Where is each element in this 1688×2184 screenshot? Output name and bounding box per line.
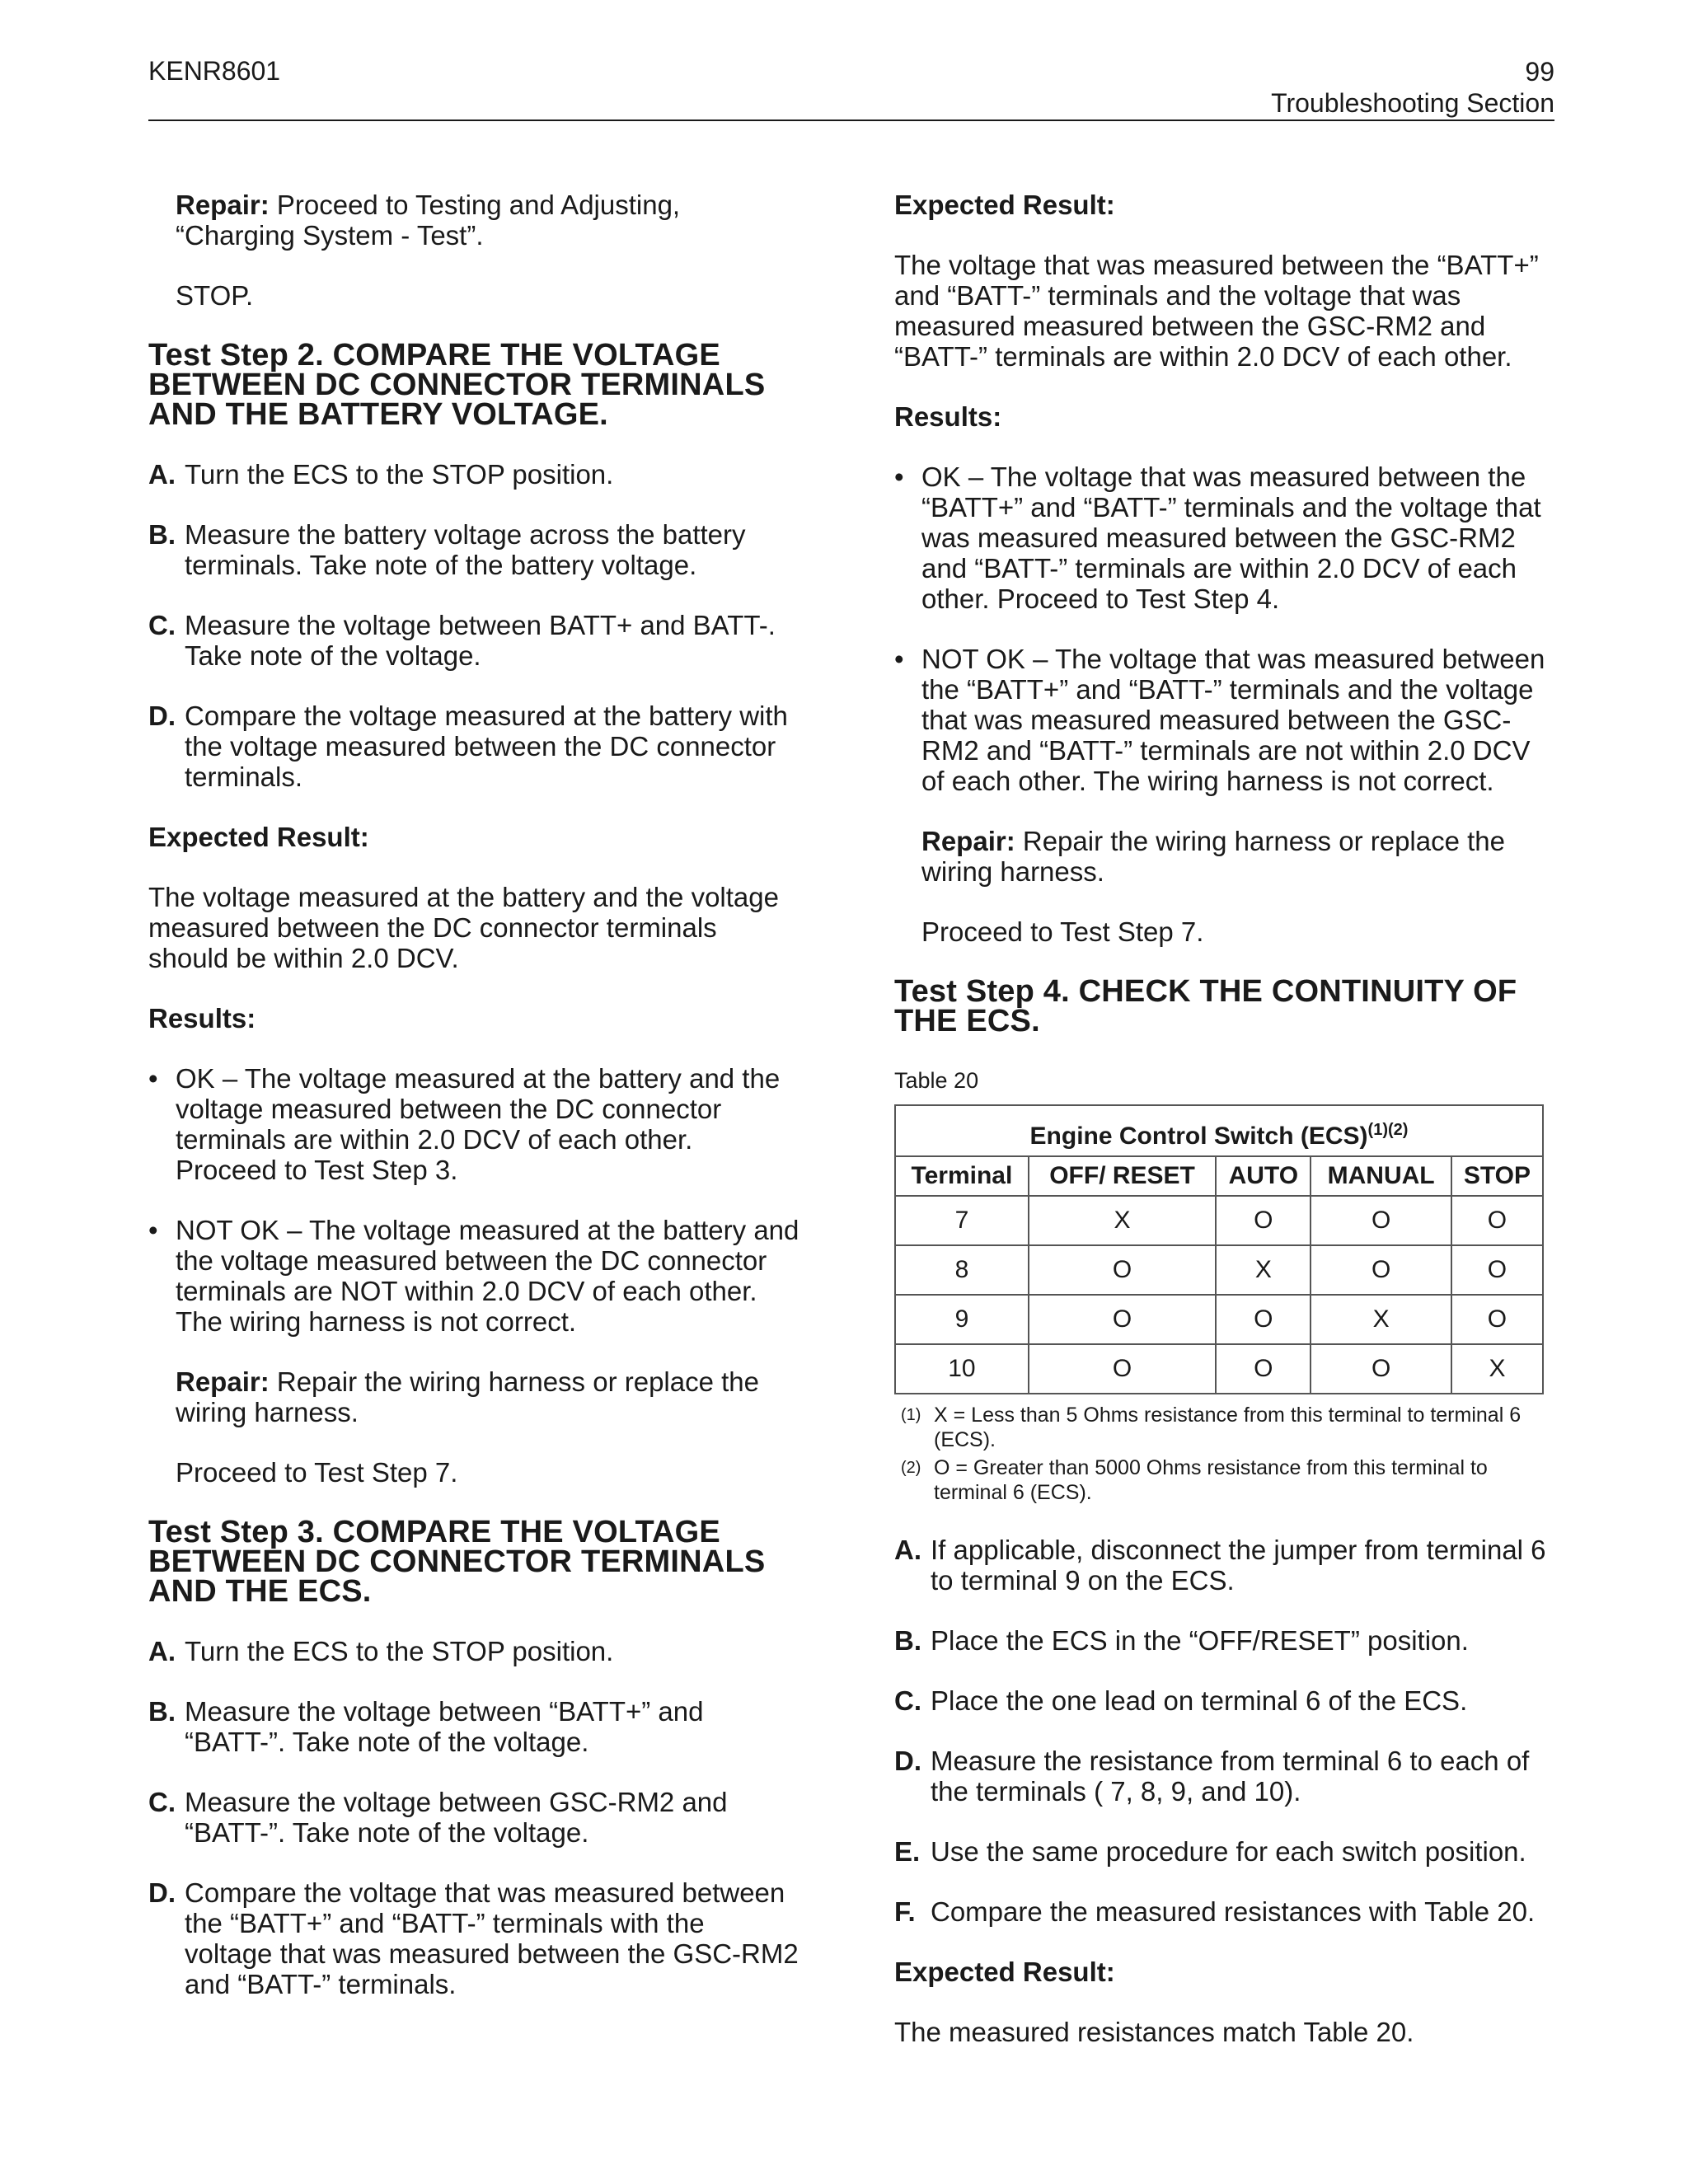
step2-result-not-ok xyxy=(148,1215,799,1337)
step2-item-a xyxy=(148,459,799,490)
step4-expected-label: Expected Result: xyxy=(894,1957,1115,1987)
step-text: Use the same procedure for each switch position. xyxy=(931,1836,1526,1867)
page-number: 99 xyxy=(1525,57,1554,87)
table-caption: Table 20 xyxy=(894,1068,979,1093)
section-title: Troubleshooting Section xyxy=(1271,88,1554,118)
table-cell: 8 xyxy=(895,1245,1029,1295)
step-text: Place the ECS in the “OFF/RESET” position. xyxy=(931,1625,1469,1656)
result-text: NOT OK – The voltage that was measured between the “BATT+” and “BATT-” terminals and the voltage that was measured measured between the GSC-RM2 and “BATT-” terminals are not within 2.0 DCV of each other. The wiring harness is not correct. xyxy=(921,644,1545,796)
footnote-2 xyxy=(894,1455,1554,1505)
bullet-dot: • xyxy=(894,644,904,674)
step2-item-d xyxy=(148,701,799,792)
step-text: Compare the voltage measured at the battery with the voltage measured between the DC connector terminals. xyxy=(185,701,788,792)
right-column xyxy=(894,190,1554,2077)
step-text: Measure the voltage between BATT+ and BATT-. Take note of the voltage. xyxy=(185,610,776,671)
step4-item-d xyxy=(894,1746,1554,1807)
repair-paragraph xyxy=(148,190,799,251)
step2-results-label: Results: xyxy=(148,1003,256,1033)
table-footnotes xyxy=(894,1403,1554,1505)
step4-item-a xyxy=(894,1535,1554,1596)
step3-item-c xyxy=(148,1787,799,1848)
table-cell: 10 xyxy=(895,1344,1029,1394)
step-letter: D. xyxy=(894,1746,921,1776)
step2-result-ok xyxy=(148,1063,799,1185)
step4-item-f xyxy=(894,1896,1554,1927)
step-text: If applicable, disconnect the jumper from terminal 6 to terminal 9 on the ECS. xyxy=(931,1535,1546,1596)
table-cell: O xyxy=(1451,1245,1543,1295)
step-letter: D. xyxy=(148,1877,176,1908)
table-column-header: MANUAL xyxy=(1311,1156,1451,1196)
repair-text: Proceed to Testing and Adjusting, “Charging System - Test”. xyxy=(176,190,681,251)
step2-expected-text: The voltage measured at the battery and the voltage measured between the DC connector terminals should be within 2.0 DCV. xyxy=(148,882,779,973)
bullet-dot: • xyxy=(894,462,904,492)
table-cell: O xyxy=(1451,1196,1543,1245)
step-letter: C. xyxy=(148,1787,176,1817)
step2-proceed: Proceed to Test Step 7. xyxy=(176,1457,458,1488)
bullet-dot: • xyxy=(148,1063,158,1094)
footnote-text: O = Greater than 5000 Ohms resistance from this terminal to terminal 6 (ECS). xyxy=(934,1456,1488,1504)
step2-item-c xyxy=(148,610,799,671)
table-cell: O xyxy=(1311,1196,1451,1245)
step3-result-ok xyxy=(894,462,1554,614)
table-title-row xyxy=(895,1105,1543,1156)
step3-expected-text: The voltage that was measured between the “BATT+” and “BATT-” terminals and the voltage that was measured measured between the GSC-RM2 and “BATT-” terminals are within 2.0 DCV of each other. xyxy=(894,250,1539,372)
step-letter: B. xyxy=(148,1696,176,1727)
table-row xyxy=(895,1245,1543,1295)
step3-item-d xyxy=(148,1877,799,1999)
step4-item-c xyxy=(894,1685,1554,1716)
page-header-right xyxy=(1271,56,1554,119)
bullet-dot: • xyxy=(148,1215,158,1245)
footnote-mark: (1) xyxy=(901,1406,921,1424)
step-letter: C. xyxy=(148,610,176,640)
step-text: Turn the ECS to the STOP position. xyxy=(185,1636,614,1666)
stop-text: STOP. xyxy=(176,280,254,311)
step-letter: B. xyxy=(148,519,176,550)
table-cell: O xyxy=(1029,1295,1216,1344)
step3-repair-paragraph xyxy=(894,826,1554,887)
repair-text: Repair the wiring harness or replace the wiring harness. xyxy=(176,1366,760,1427)
step-letter: E. xyxy=(894,1836,921,1867)
repair-label: Repair: xyxy=(176,190,270,220)
step2-expected-label: Expected Result: xyxy=(148,822,369,852)
step-text: Measure the voltage between GSC-RM2 and “BATT-”. Take note of the voltage. xyxy=(185,1787,728,1848)
step-letter: C. xyxy=(894,1685,921,1716)
table-title-cell xyxy=(895,1105,1543,1156)
step-text: Place the one lead on terminal 6 of the ECS. xyxy=(931,1685,1468,1716)
table-cell: 9 xyxy=(895,1295,1029,1344)
table-cell: O xyxy=(1029,1344,1216,1394)
table-title-footnote-marks: (1)(2) xyxy=(1367,1121,1409,1139)
ecs-table xyxy=(894,1104,1544,1394)
table-cell: O xyxy=(1216,1196,1311,1245)
table-cell: X xyxy=(1311,1295,1451,1344)
table-body xyxy=(895,1196,1543,1394)
result-text: OK – The voltage that was measured between the “BATT+” and “BATT-” terminals and the voltage that was measured measured between the GSC-RM2 and “BATT-” terminals are within 2.0 DCV of each other. Proceed to Test Step 4. xyxy=(921,462,1541,614)
header-rule xyxy=(148,120,1554,121)
step-letter: B. xyxy=(894,1625,921,1656)
step3-proceed: Proceed to Test Step 7. xyxy=(921,916,1204,947)
step4-heading: Test Step 4. CHECK THE CONTINUITY OF THE ECS. xyxy=(894,974,1517,1038)
footnote-text: X = Less than 5 Ohms resistance from this terminal to terminal 6 (ECS). xyxy=(934,1404,1522,1451)
table-column-header: STOP xyxy=(1451,1156,1543,1196)
document-id: KENR8601 xyxy=(148,56,281,86)
table-cell: 7 xyxy=(895,1196,1029,1245)
table-cell: O xyxy=(1029,1245,1216,1295)
table-cell: O xyxy=(1216,1295,1311,1344)
table-cell: O xyxy=(1311,1344,1451,1394)
table-cell: X xyxy=(1451,1344,1543,1394)
repair-text: Repair the wiring harness or replace the wiring harness. xyxy=(921,826,1506,887)
table-row xyxy=(895,1295,1543,1344)
table-column-header: AUTO xyxy=(1216,1156,1311,1196)
table-cell: O xyxy=(1311,1245,1451,1295)
step-text: Compare the measured resistances with Table 20. xyxy=(931,1896,1536,1927)
table-cell: X xyxy=(1216,1245,1311,1295)
footnote-1 xyxy=(894,1403,1554,1452)
step-text: Measure the battery voltage across the battery terminals. Take note of the battery voltage. xyxy=(185,519,746,580)
step-letter: F. xyxy=(894,1896,916,1927)
repair-label: Repair: xyxy=(921,826,1015,856)
step-text: Measure the voltage between “BATT+” and “BATT-”. Take note of the voltage. xyxy=(185,1696,704,1757)
table-title: Engine Control Switch (ECS) xyxy=(1029,1122,1368,1150)
step2-item-b xyxy=(148,519,799,580)
step3-expected-label: Expected Result: xyxy=(894,190,1115,220)
step4-expected-text: The measured resistances match Table 20. xyxy=(894,2017,1414,2047)
table-row xyxy=(895,1344,1543,1394)
step-letter: D. xyxy=(148,701,176,731)
step4-item-b xyxy=(894,1625,1554,1656)
table-column-header: OFF/ RESET xyxy=(1029,1156,1216,1196)
step3-results-label: Results: xyxy=(894,401,1002,432)
table-cell: O xyxy=(1216,1344,1311,1394)
step3-item-b xyxy=(148,1696,799,1757)
footnote-mark: (2) xyxy=(901,1459,921,1477)
step-text: Measure the resistance from terminal 6 to each of the terminals ( 7, 8, 9, and 10). xyxy=(931,1746,1530,1807)
left-column xyxy=(148,190,799,2029)
repair-label: Repair: xyxy=(176,1366,270,1397)
result-text: OK – The voltage measured at the battery and the voltage measured between the DC connector terminals are within 2.0 DCV of each other. Proceed to Test Step 3. xyxy=(176,1063,781,1185)
step2-repair-paragraph xyxy=(148,1366,799,1427)
table-header-row xyxy=(895,1156,1543,1196)
result-text: NOT OK – The voltage measured at the battery and the voltage measured between the DC connector terminals are NOT within 2.0 DCV of each other. The wiring harness is not correct. xyxy=(176,1215,799,1337)
step4-item-e xyxy=(894,1836,1554,1867)
step3-item-a xyxy=(148,1636,799,1666)
table-cell: O xyxy=(1451,1295,1543,1344)
step-letter: A. xyxy=(148,1636,176,1666)
step-text: Turn the ECS to the STOP position. xyxy=(185,459,614,490)
table-column-header: Terminal xyxy=(895,1156,1029,1196)
step3-result-not-ok xyxy=(894,644,1554,796)
step-letter: A. xyxy=(894,1535,921,1565)
step-text: Compare the voltage that was measured between the “BATT+” and “BATT-” terminals with the voltage that was measured between the GSC-RM2 and “BATT-” terminals. xyxy=(185,1877,799,1999)
step2-heading: Test Step 2. COMPARE THE VOLTAGE BETWEEN DC CONNECTOR TERMINALS AND THE BATTERY VOLTAGE. xyxy=(148,338,766,432)
step3-heading: Test Step 3. COMPARE THE VOLTAGE BETWEEN DC CONNECTOR TERMINALS AND THE ECS. xyxy=(148,1515,766,1609)
step-letter: A. xyxy=(148,459,176,490)
table-cell: X xyxy=(1029,1196,1216,1245)
table-row xyxy=(895,1196,1543,1245)
